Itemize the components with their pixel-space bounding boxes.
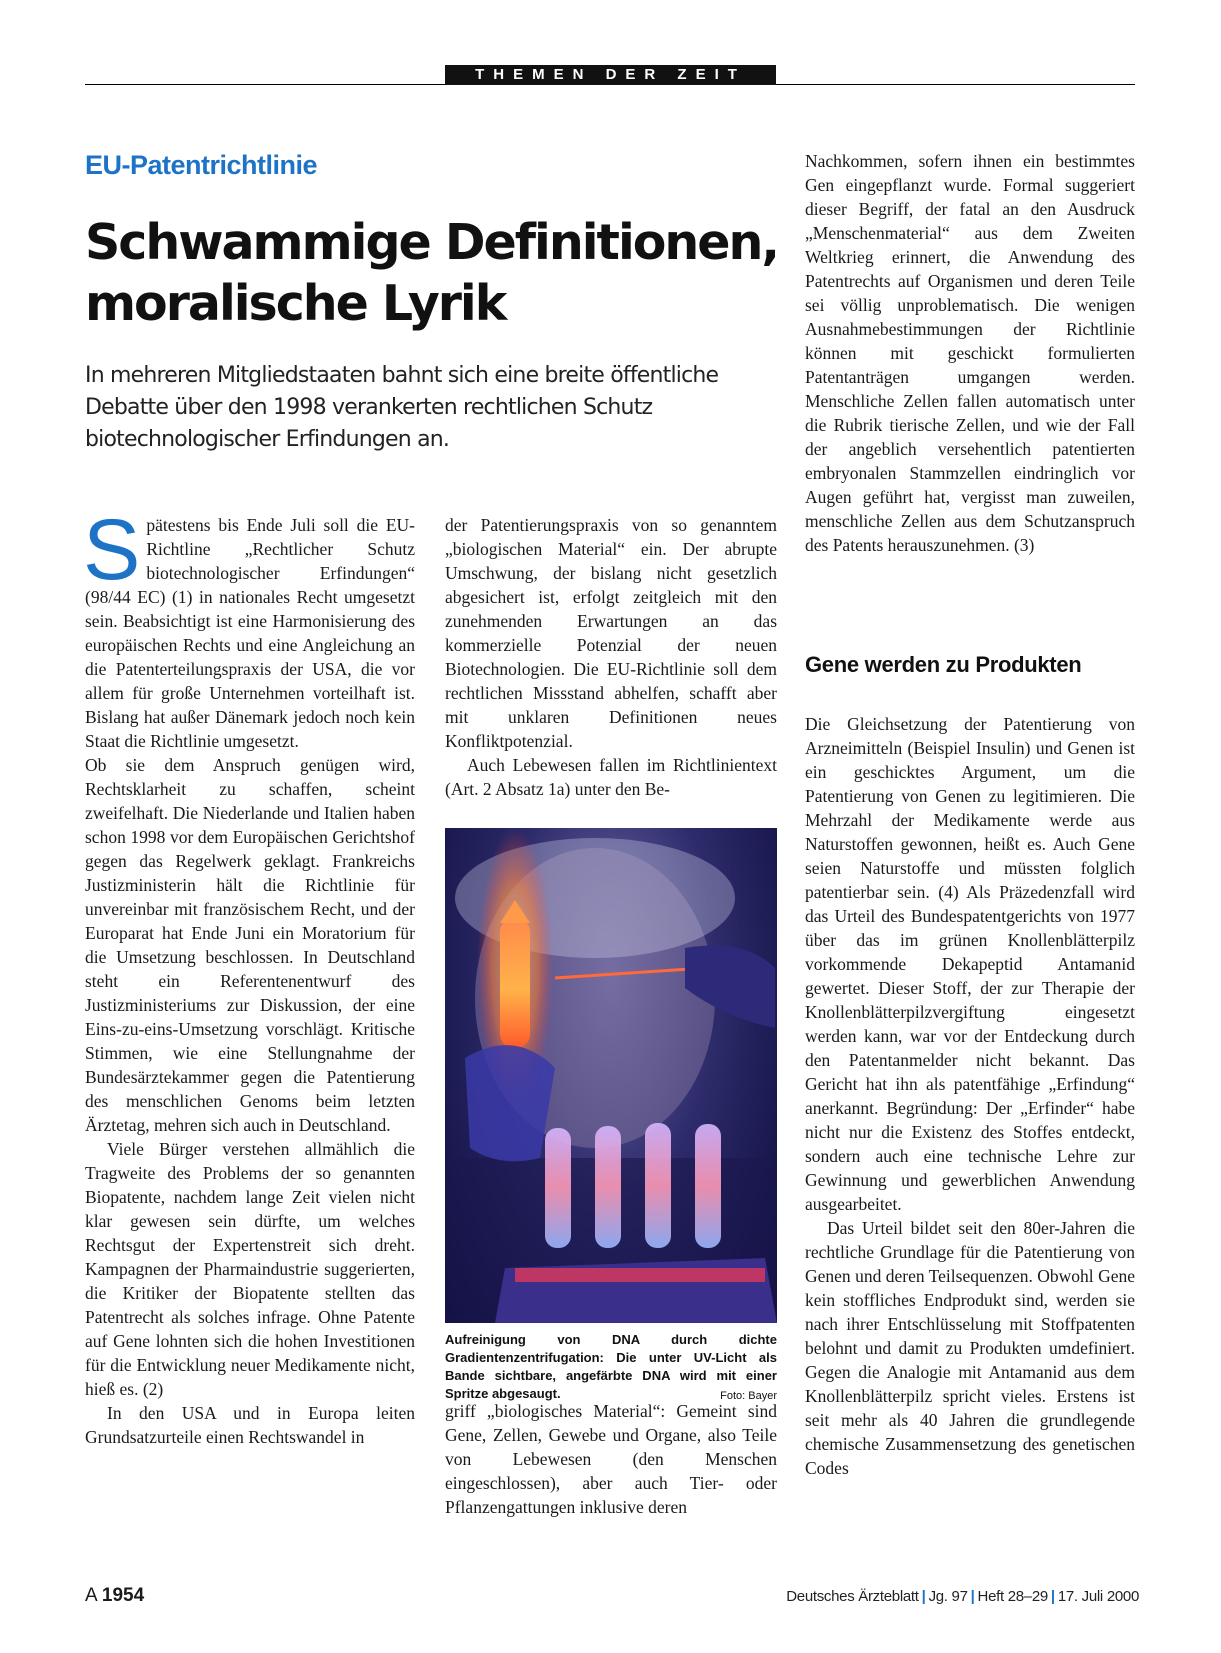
paragraph: griff „biologisches Material“: Gemeint sind Gene, Zellen, Gewebe und Organe, also Teile von Lebewesen (den Menschen eingeschlossen), aber auch Tier- oder Pflanzengattungen inklusive deren (445, 1401, 777, 1517)
page-number (85, 1585, 144, 1607)
photo-credit: Foto: Bayer (720, 1390, 777, 1402)
title-line-1: Schwammige Definitionen, (85, 214, 779, 271)
journal-info: Deutsches Ärzteblatt | Jg. 97 | Heft 28–29 | 17. Juli 2000 (786, 1588, 1139, 1605)
column-2-top (445, 513, 777, 801)
dna-purification-illustration (445, 828, 777, 1323)
paragraph: Ob sie dem Anspruch genügen wird, Rechtsklarheit zu schaffen, scheint zweifelhaft. Die Niederlande und Italien haben schon 1998 vor dem Europäischen Gerichtshof gegen das Regelwerk geklagt. Frankreichs Justizministerin hält die Richtlinie für unvereinbar mit französischem Recht, und der Europarat hat Ende Juni ein Moratorium für die Umsetzung beschlossen. In Deutschland steht ein Referentenentwurf des Justizministeriums zur Diskussion, der eine Eins-zu-eins-Umsetzung vorschlägt. Kritische Stimmen, wie eine Stellungnahme der Bundesärztekammer gegen die Patentierung des menschlichen Genoms beim letzten Ärztetag, mehren sich auch in Deutschland. (85, 755, 415, 1135)
journal-volume: Jg. 97 (928, 1588, 968, 1605)
paragraph: der Patentierungspraxis von so genanntem „biologischen Material“ ein. Der abrupte Umschwung, der bislang nicht gesetzlich abgesichert ist, erfolgt zeitgleich mit den zunehmenden Erwartungen an das kommerzielle Potenzial der neuen Biotechnologien. Die EU-Richtlinie soll dem rechtlichen Missstand abhelfen, schafft aber mit unklaren Definitionen neues Konfliktpotenzial. (445, 515, 777, 751)
section-subheading: Gene werden zu Produkten (805, 652, 1082, 677)
paragraph: Nachkommen, sofern ihnen ein bestimmtes Gen eingepflanzt wurde. Formal suggeriert dieser Begriff, der fatal an den Ausdruck „Menschenmaterial“ aus dem Zweiten Weltkrieg erinnert, die Anwendung des Patentrechts auf Organismen und deren Teile sei völlig unproblematisch. Die wenigen Ausnahmebestimmungen der Richtlinie können mit geschickt formulierten Patentanträgen umgangen werden. Menschliche Zellen fallen automatisch unter die Rubrik tierische Zellen, und wie der Fall der angeblich versehentlich patentierten embryonalen Stammzellen eindringlich vor Augen geführt hat, vergisst man zuweilen, menschliche Zellen aus dem Schutzanspruch des Patents herauszunehmen. (3) (805, 151, 1135, 555)
centrifuge-tube (500, 918, 530, 1048)
article-deck: In mehreren Mitgliedstaaten bahnt sich eine breite öffentliche Debatte über den 1998 verankerten rechtlichen Schutz biotechnologischer Erfindungen an. (85, 363, 719, 452)
column-2-bottom (445, 1399, 777, 1519)
article-kicker: EU-Patentrichtlinie (85, 150, 318, 180)
page-prefix: A (85, 1585, 97, 1606)
section-label: THEMEN DER ZEIT (445, 65, 776, 85)
column-1 (83, 502, 415, 1449)
paragraph: Die Gleichsetzung der Patentierung von Arzneimitteln (Beispiel Insulin) und Genen ist ein geschicktes Argument, um die Patentierung von Genen zu legitimieren. Die Mehrzahl der Medikamente werde aus Naturstoffen gewonnen, heißt es. Auch Gene seien Naturstoffe und müssten folglich patentierbar sein. (4) Als Präzedenzfall wird das Urteil des Bundespatentgerichts von 1977 über das im grünen Knollenblätterpilz vorkommende Dekapeptid Antamanid gewertet. Dieser Stoff, der zur Therapie der Knollenblätterpilzvergiftung eingesetzt werden kann, war vor der Entdeckung durch den Patentanmelder nicht bekannt. Das Gericht hat ihn als patentfähige „Erfindung“ anerkannt. Begründung: Der „Erfinder“ habe nicht nur die Existenz des Stoffes entdeckt, sondern auch eine technische Lehre zur Gewinnung und gewerblichen Anwendung ausgearbeitet. (805, 714, 1135, 1214)
column-3-top (805, 149, 1135, 557)
paragraph (83, 502, 415, 753)
column-3-bottom (805, 712, 1135, 1480)
journal-date: 17. Juli 2000 (1057, 1588, 1139, 1605)
drop-cap: S (83, 502, 141, 598)
caption-text: Aufreinigung von DNA durch dichte Gradientenzentrifugation: Die unter UV-Licht als Bande sichtbare, angefärbte DNA wird mit einer Spritze abgesaugt. (445, 1332, 777, 1401)
paragraph: Viele Bürger verstehen allmählich die Tragweite des Problems der so genannten Biopatente, nachdem lange Zeit vielen nicht klar gewesen sein dürfte, um welches Rechtsgut der Expertenstreit sich dreht. Kampagnen der Pharmaindustrie suggerierten, die Kritiker der Biopatente stellten das Patentrecht als solches infrage. Ohne Patente auf Gene lohnten sich die hohen Investitionen für die Entwicklung neuer Medikamente nicht, hieß es. (2) (85, 1139, 415, 1399)
photo-caption (445, 1331, 777, 1405)
journal-name: Deutsches Ärzteblatt (786, 1588, 919, 1605)
lab-photo (445, 828, 777, 1323)
paragraph: Auch Lebewesen fallen im Richtlinientext (Art. 2 Absatz 1a) unter den Be- (445, 755, 777, 799)
title-line-2: moralische Lyrik (85, 275, 506, 332)
paragraph: In den USA und in Europa leiten Grundsatzurteile einen Rechtswandel in (85, 1403, 415, 1447)
journal-issue: Heft 28–29 (977, 1588, 1048, 1605)
paragraph: Das Urteil bildet seit den 80er-Jahren die rechtliche Grundlage für die Patentierung von Genen und deren Teilsequenzen. Obwohl Gene kein stoffliches Endprodukt sind, werden sie nach ihrer Entschlüsselung mit Stoffpatenten belohnt und damit zu Produkten umdefiniert. Gegen die Analogie mit Antamanid aus dem Knollenblätterpilz spricht vieles. Erstens ist seit mehr als 40 Jahren die grundlegende chemische Zusammensetzung des genetischen Codes (805, 1218, 1135, 1478)
page-value: 1954 (101, 1585, 145, 1606)
paragraph-text: pätestens bis Ende Juli soll die EU-Richtline „Rechtlicher Schutz biotechnologischer Erfindungen“ (98/44 EC) (1) in nationales Recht umgesetzt sein. Beabsichtigt ist eine Harmonisierung des europäischen Rechts und eine Angleichung an die Patenterteilungspraxis der USA, die vor allem für große Unternehmen vorteilhaft ist. Bislang hat außer Dänemark jedoch noch kein Staat die Richtlinie umgesetzt. (85, 515, 415, 751)
article-title (85, 212, 785, 334)
